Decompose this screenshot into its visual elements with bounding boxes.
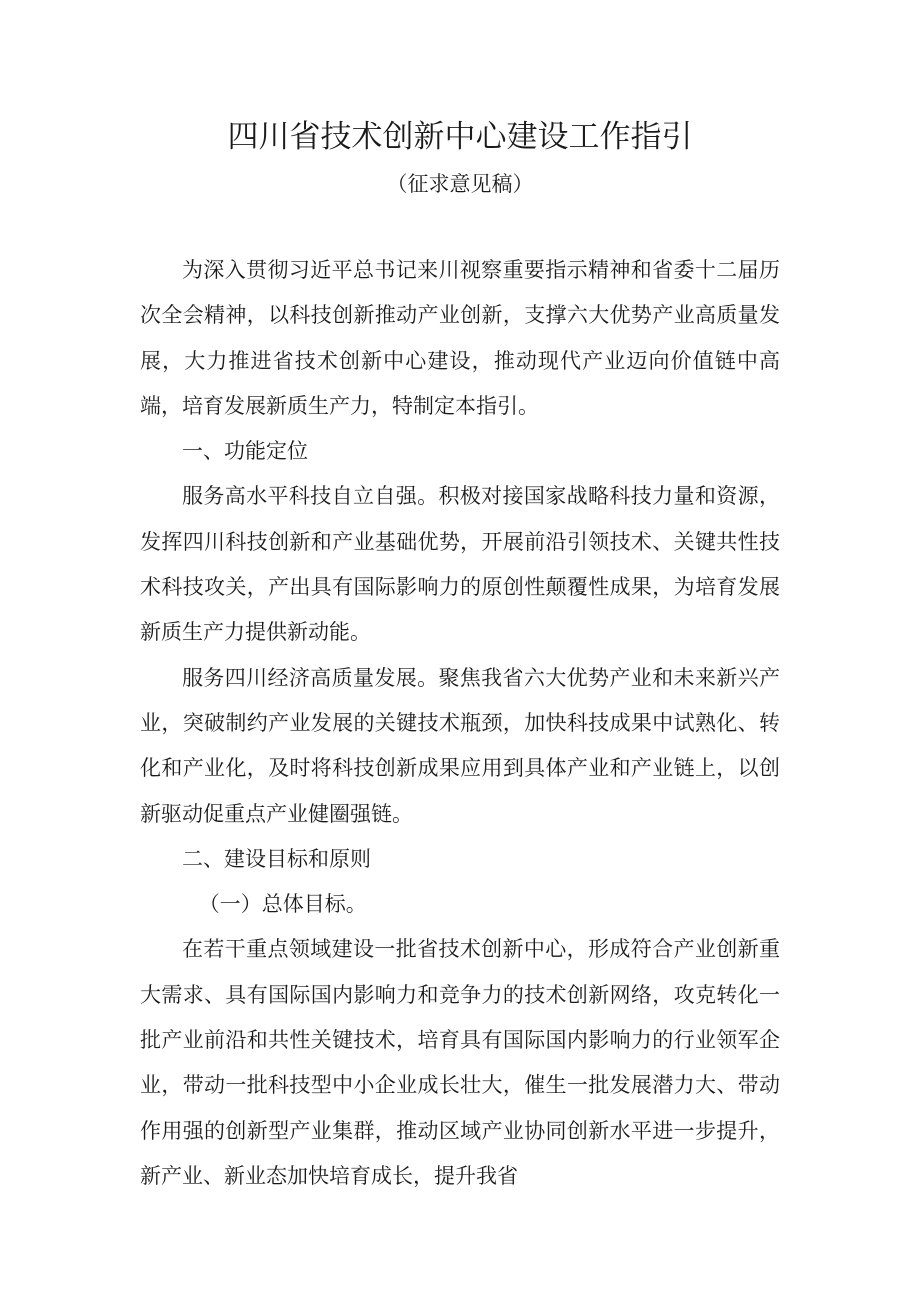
section1-paragraph-2: 服务四川经济高质量发展。聚焦我省六大优势产业和未来新兴产业，突破制约产业发展的关键技术瓶颈，加快科技成果中试熟化、转化和产业化，及时将科技创新成果应用到具体产业和产业链上，以创新驱动促重点产业健圈强链。 (140, 665, 780, 826)
intro-paragraph: 为深入贯彻习近平总书记来川视察重要指示精神和省委十二届历次全会精神，以科技创新推动产业创新，支撑六大优势产业高质量发展，大力推进省技术创新中心建设，推动现代产业迈向价值链中高端，培育发展新质生产力，特制定本指引。 (140, 258, 780, 418)
document-body (140, 248, 780, 1199)
document-subtitle: （征求意见稿） (386, 172, 534, 196)
document-title: 四川省技术创新中心建设工作指引 (227, 119, 693, 155)
section2-paragraph-1: 在若干重点领域建设一批省技术创新中心，形成符合产业创新重大需求、具有国际国内影响力和竞争力的技术创新网络，攻克转化一批产业前沿和共性关键技术，培育具有国际国内影响力的行业领军企业，带动一批科技型中小企业成长壮大，催生一批发展潜力大、带动作用强的创新型产业集群，推动区域产业协同创新水平进一步提升，新产业、新业态加快培育成长，提升我省 (140, 937, 780, 1188)
section1-paragraph-1: 服务高水平科技自立自强。积极对接国家战略科技力量和资源，发挥四川科技创新和产业基础优势，开展前沿引领技术、关键共性技术科技攻关，产出具有国际影响力的原创性颠覆性成果，为培育发展新质生产力提供新动能。 (140, 484, 780, 645)
section-heading-function: 一、功能定位 (182, 439, 308, 464)
subsection-heading-overall-goal: （一）总体目标。 (198, 892, 367, 917)
section-heading-goals: 二、建设目标和原则 (182, 846, 371, 871)
